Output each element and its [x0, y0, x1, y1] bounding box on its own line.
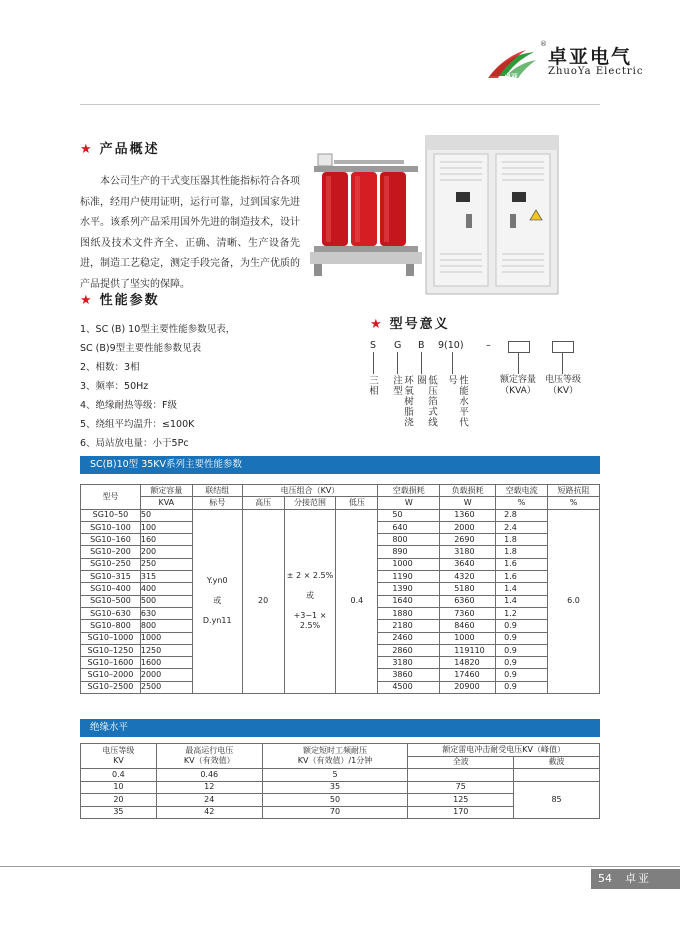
table-cell: SG10–160 [81, 534, 141, 546]
header-impedance-unit: % [548, 497, 600, 509]
model-code-level: 9(10) [438, 340, 464, 351]
brand-name-cn: 卓亚电气 [548, 46, 633, 68]
model-code-dash: – [486, 340, 491, 351]
meaning-foil: 低压箔式线圈 [415, 375, 437, 428]
table-cell: SG10–500 [81, 595, 141, 607]
header-withstand: 额定短时工频耐压 KV（有效值）/1分钟 [262, 744, 408, 769]
table-cell: 3180 [440, 546, 496, 558]
table-cell: 42 [156, 806, 262, 819]
header-tap: 分接范围 [284, 497, 336, 509]
table-cell: SG10–1250 [81, 644, 141, 656]
table-cell: SG10–1600 [81, 657, 141, 669]
table-cell: 890 [378, 546, 440, 558]
table-cell: 1880 [378, 607, 440, 619]
header-voltage: 电压组合（KV） [242, 485, 378, 497]
table-cell: 1640 [378, 595, 440, 607]
table-cell: 75 [408, 781, 514, 794]
registered-mark: ® [540, 40, 547, 48]
meaning-performance: 性能水平代号 [446, 375, 468, 428]
chopped-value-cell: 85 [514, 781, 600, 819]
table-cell: 35 [262, 781, 408, 794]
impedance-cell: 6.0 [548, 509, 600, 693]
table-cell: 4500 [378, 681, 440, 693]
list-item: 6、局站放电量：小于5Pc [80, 438, 189, 449]
overview-heading: ★ 产品概述 [80, 142, 160, 157]
table-cell: 1000 [140, 632, 192, 644]
model-code-b: B [418, 340, 425, 351]
table-cell: SG10–2500 [81, 681, 141, 693]
table-cell [408, 769, 514, 782]
table-cell: 8460 [440, 620, 496, 632]
header-group-sub: 标号 [192, 497, 242, 509]
model-code-diagram [367, 332, 600, 437]
list-item: 5、绕组平均温升：≤100K [80, 419, 195, 430]
tap-cell: ± 2 × 2.5% 或 +3−1 × 2.5% [284, 509, 336, 693]
table-cell: 800 [378, 534, 440, 546]
table-cell: 1.6 [496, 558, 548, 570]
header-load: 负载损耗 [440, 485, 496, 497]
table-cell: 500 [140, 595, 192, 607]
table-cell: 1390 [378, 583, 440, 595]
header-group: 联结组 [192, 485, 242, 497]
table-cell: 0.9 [496, 644, 548, 656]
table-cell: 170 [408, 806, 514, 819]
list-item: 4、绝缘耐热等级：F级 [80, 400, 178, 411]
table-cell: 1.6 [496, 571, 548, 583]
header-capacity: 额定容量 [140, 485, 192, 497]
table-cell: SG10–800 [81, 620, 141, 632]
header-current: 空载电流 [496, 485, 548, 497]
table-cell: 2000 [440, 521, 496, 533]
table-cell: 315 [140, 571, 192, 583]
connector-line [421, 352, 422, 374]
header-impulse: 额定雷电冲击耐受电压KV（峰值） [408, 744, 600, 757]
list-item: 3、频率：50Hz [80, 381, 149, 392]
table-cell: 50 [378, 509, 440, 521]
table-cell: SG10–250 [81, 558, 141, 570]
table-cell: 1600 [140, 657, 192, 669]
footer-label: 卓亚 [625, 872, 651, 885]
model-code-s: S [370, 340, 377, 351]
table-cell: 100 [140, 521, 192, 533]
table-cell: SG10–2000 [81, 669, 141, 681]
overview-body: 本公司生产的干式变压器其性能指标符合各项标准，经用户使用证明，运行可靠，过到国家先进水平。该系列产品采用国外先进的制造技术，设计图纸及技术文件齐全、正确、清晰、生产设备先进，制造工艺稳定，测定手段完备，为生产优质的产品提供了坚实的保障。 [80, 176, 300, 290]
table-cell: SG10–50 [81, 509, 141, 521]
table-cell: 6360 [440, 595, 496, 607]
hv-cell: 20 [242, 509, 284, 693]
table-cell: 1250 [140, 644, 192, 656]
table-cell: SG10–630 [81, 607, 141, 619]
list-item: 1、SC (B) 10型主要性能参数见表， [80, 324, 236, 335]
table-row [81, 769, 600, 782]
transformer-photo [306, 130, 566, 302]
table-cell: 200 [140, 546, 192, 558]
table-cell: 70 [262, 806, 408, 819]
connector-line [397, 352, 398, 374]
table-cell: 2.4 [496, 521, 548, 533]
table-cell: 2.8 [496, 509, 548, 521]
table-cell: 1.4 [496, 583, 548, 595]
table-cell: 2500 [140, 681, 192, 693]
table-cell: SG10–315 [81, 571, 141, 583]
list-item: SC (B)9型主要性能参数见表 [80, 343, 202, 354]
header-impedance: 短路抗阻 [548, 485, 600, 497]
star-icon: ★ [370, 317, 384, 332]
table-cell: 2690 [440, 534, 496, 546]
connector-line [562, 352, 563, 374]
table-cell: 35 [81, 806, 157, 819]
table-cell: 20900 [440, 681, 496, 693]
table-cell: 119110 [440, 644, 496, 656]
table2-title-bar: 绝缘水平 [80, 719, 600, 737]
table-cell: 630 [140, 607, 192, 619]
performance-table [80, 484, 600, 694]
table-cell: 0.9 [496, 620, 548, 632]
table-cell: 800 [140, 620, 192, 632]
table-cell: 1.8 [496, 534, 548, 546]
table-cell: 250 [140, 558, 192, 570]
table-cell: 2180 [378, 620, 440, 632]
table-cell: 5 [262, 769, 408, 782]
meaning-voltage: 电压等级（KV） [544, 375, 581, 396]
brand-name-en: ZhuoYa Electric [548, 66, 644, 77]
table-cell: 2000 [140, 669, 192, 681]
header-noload-unit: W [378, 497, 440, 509]
table-cell: 1.2 [496, 607, 548, 619]
meaning-three-phase: 三相 [367, 375, 378, 396]
table-cell: 1000 [378, 558, 440, 570]
table-cell: 50 [140, 509, 192, 521]
table-cell: 5180 [440, 583, 496, 595]
table-cell: 0.9 [496, 657, 548, 669]
table-cell: 2860 [378, 644, 440, 656]
table1-title-bar: SC(B)10型 35KV系列主要性能参数 [80, 456, 600, 474]
header-hv: 高压 [242, 497, 284, 509]
table-cell: 20 [81, 794, 157, 807]
table-cell: 17460 [440, 669, 496, 681]
header-capacity-unit: KVA [140, 497, 192, 509]
lv-cell: 0.4 [336, 509, 378, 693]
table-cell: SG10–200 [81, 546, 141, 558]
table-cell: 0.9 [496, 669, 548, 681]
table-cell: 0.9 [496, 632, 548, 644]
insulation-table [80, 743, 600, 819]
table-cell: 3180 [378, 657, 440, 669]
model-meaning-heading: ★ 型号意义 [370, 317, 450, 332]
table-cell: SG10–400 [81, 583, 141, 595]
header-lv: 低压 [336, 497, 378, 509]
connector-line [452, 352, 453, 374]
header-noload: 空载损耗 [378, 485, 440, 497]
meaning-epoxy: 环氧树脂浇注型 [391, 375, 413, 428]
performance-list [80, 320, 235, 453]
header-model: 型号 [81, 485, 141, 510]
table-cell: 12 [156, 781, 262, 794]
page-number-block [591, 869, 680, 889]
table-cell [514, 769, 600, 782]
table-cell: 160 [140, 534, 192, 546]
header-divider [80, 104, 600, 105]
table-cell: 3860 [378, 669, 440, 681]
model-code-g: G [394, 340, 402, 351]
capacity-box [508, 341, 530, 353]
table-cell: 14820 [440, 657, 496, 669]
table-cell: 1.8 [496, 546, 548, 558]
table-cell: 4320 [440, 571, 496, 583]
table-cell: 10 [81, 781, 157, 794]
table-cell: 2460 [378, 632, 440, 644]
table-cell: 0.9 [496, 681, 548, 693]
table-cell: 24 [156, 794, 262, 807]
header-max-voltage: 最高运行电压 KV（有效值） [156, 744, 262, 769]
header-load-unit: W [440, 497, 496, 509]
page-number: 54 [598, 872, 612, 885]
meaning-capacity: 额定容量（KVA） [499, 375, 536, 396]
table-cell: 640 [378, 521, 440, 533]
connector-line [373, 352, 374, 374]
list-item: 2、相数：3相 [80, 362, 140, 373]
table-cell: 1000 [440, 632, 496, 644]
table-cell: 1360 [440, 509, 496, 521]
table-cell: SG10–100 [81, 521, 141, 533]
table-cell: 0.4 [81, 769, 157, 782]
star-icon: ★ [80, 293, 94, 308]
table-cell: SG10–1000 [81, 632, 141, 644]
voltage-box [552, 341, 574, 353]
connector-line [518, 352, 519, 374]
table-row [81, 509, 600, 521]
table-cell: 3640 [440, 558, 496, 570]
header-chopped-wave: 截波 [514, 756, 600, 769]
header-current-unit: % [496, 497, 548, 509]
header-level: 电压等级 KV [81, 744, 157, 769]
table-cell: 1.4 [496, 595, 548, 607]
footer-divider [0, 866, 680, 867]
header-full-wave: 全波 [408, 756, 514, 769]
table-cell: 7360 [440, 607, 496, 619]
logo-text: 卓亚 [504, 73, 518, 81]
table-cell: 0.46 [156, 769, 262, 782]
table-cell: 400 [140, 583, 192, 595]
table-cell: 1190 [378, 571, 440, 583]
group-cell: Y.yn0 或 D.yn11 [192, 509, 242, 693]
star-icon: ★ [80, 142, 94, 157]
performance-heading: ★ 性能参数 [80, 293, 160, 308]
table-cell: 125 [408, 794, 514, 807]
table-cell: 50 [262, 794, 408, 807]
table-row [81, 781, 600, 794]
